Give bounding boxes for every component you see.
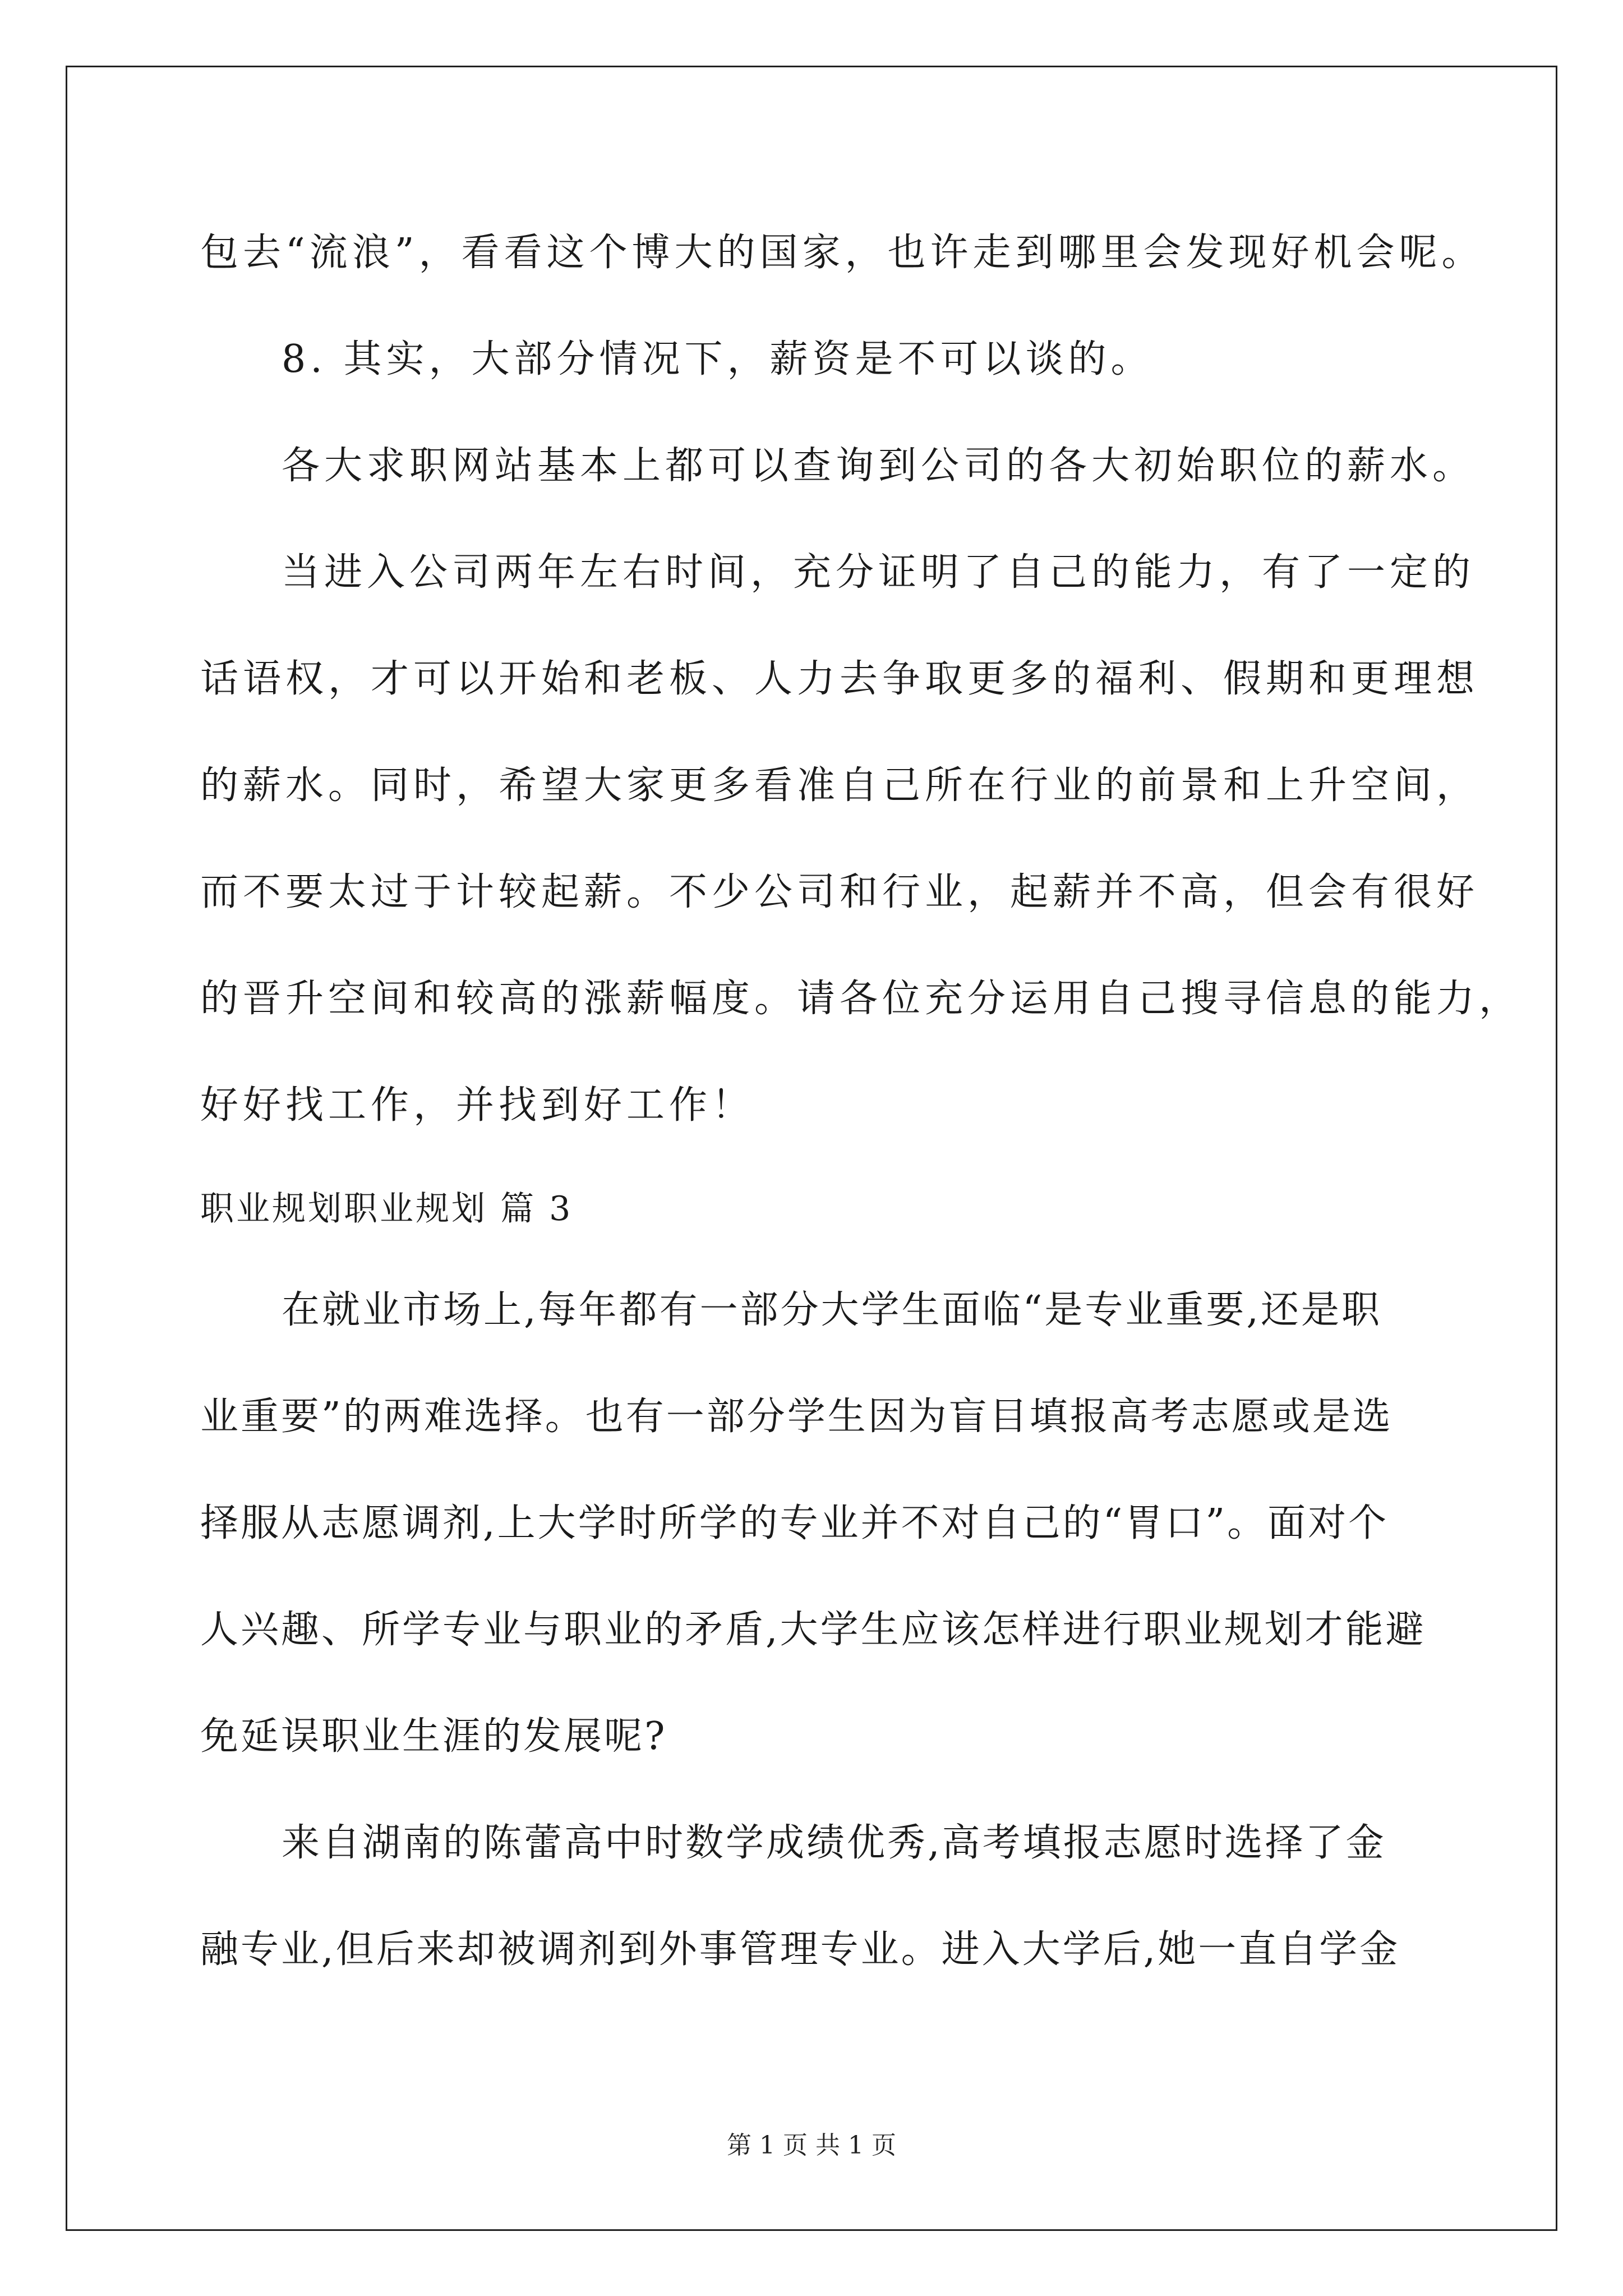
paragraph-line: 择服从志愿调剂,上大学时所学的专业并不对自己的“胃口”。面对个 bbox=[200, 1501, 1389, 1545]
paragraph-line: 的薪水。同时，希望大家更多看准自己所在行业的前景和上升空间， bbox=[200, 763, 1479, 808]
paragraph-line: 融专业,但后来却被调剂到外事管理专业。进入大学后,她一直自学金 bbox=[200, 1927, 1400, 1972]
paragraph-line: 包去“流浪”，看看这个博大的国家，也许走到哪里会发现好机会呢。 bbox=[200, 231, 1484, 275]
paragraph-line: 而不要太过于计较起薪。不少公司和行业，起薪并不高，但会有很好 bbox=[200, 870, 1479, 914]
paragraph-line: 来自湖南的陈蕾高中时数学成绩优秀,高考填报志愿时选择了金 bbox=[282, 1821, 1386, 1865]
page-number-footer: 第 1 页 共 1 页 bbox=[727, 2131, 896, 2160]
section-heading: 职业规划职业规划 篇 3 bbox=[200, 1189, 573, 1228]
page-border bbox=[66, 66, 1557, 2231]
paragraph-line: 业重要”的两难选择。也有一部分学生因为盲目填报高考志愿或是选 bbox=[200, 1395, 1393, 1439]
paragraph-line: 免延误职业生涯的发展呢? bbox=[200, 1714, 667, 1759]
paragraph-line: 话语权，才可以开始和老板、人力去争取更多的福利、假期和更理想 bbox=[200, 657, 1479, 701]
paragraph-line: 当进入公司两年左右时间，充分证明了自己的能力，有了一定的 bbox=[282, 550, 1476, 595]
paragraph-line: 各大求职网站基本上都可以查询到公司的各大初始职位的薪水。 bbox=[282, 444, 1476, 488]
paragraph-line: 好好找工作，并找到好工作！ bbox=[200, 1083, 755, 1128]
list-item-8: 8. 其实，大部分情况下，薪资是不可以谈的。 bbox=[282, 337, 1154, 381]
paragraph-line: 在就业市场上,每年都有一部分大学生面临“是专业重要,还是职 bbox=[282, 1288, 1382, 1332]
paragraph-line: 人兴趣、所学专业与职业的矛盾,大学生应该怎样进行职业规划才能避 bbox=[200, 1608, 1426, 1652]
paragraph-line: 的晋升空间和较高的涨薪幅度。请各位充分运用自己搜寻信息的能力， bbox=[200, 977, 1522, 1021]
